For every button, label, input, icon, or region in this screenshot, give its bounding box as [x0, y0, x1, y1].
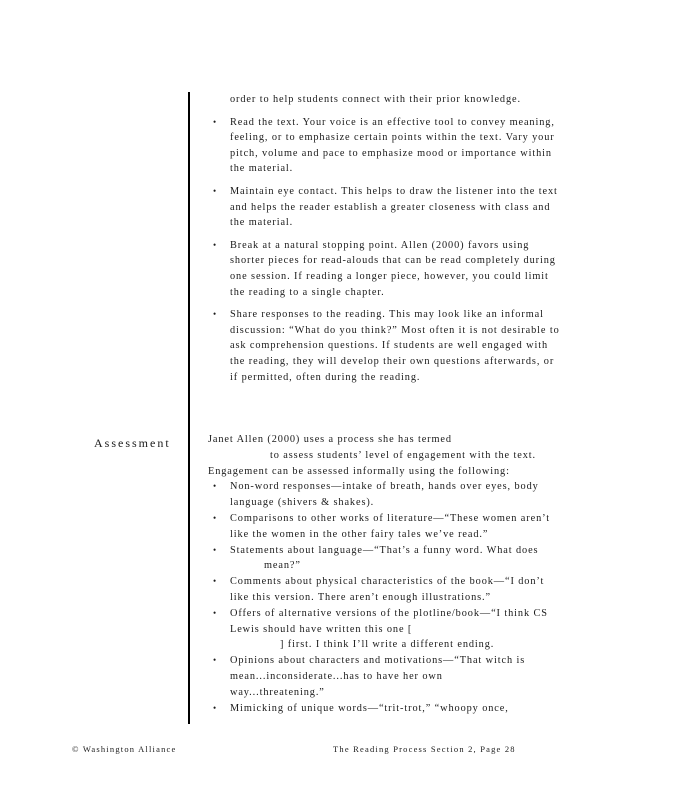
list-item: • Break at a natural stopping point. Allen (2000) favors using shorter pieces for read-alouds that can be read completely during one session. If reading a longer piece, however, you could limit the reading to a single chapter.	[208, 238, 560, 300]
read-aloud-section	[208, 92, 560, 392]
assessment-heading: Assessment	[94, 436, 171, 450]
vertical-rule	[188, 92, 190, 724]
list-item	[208, 543, 560, 575]
list-item: • Maintain eye contact. This helps to draw the listener into the text and helps the reader establish a greater closeness with class and the material.	[208, 184, 560, 231]
list-item-text: • Opinions about characters and motivations—“That witch is mean...inconsiderate...has to have her own	[230, 655, 526, 682]
footer-page-info: The Reading Process Section 2, Page 28	[333, 744, 516, 754]
assessment-section	[208, 432, 560, 716]
list-item: • Comments about physical characteristics of the book—“I don’t like this version. There aren’t enough illustrations.”	[208, 574, 560, 606]
list-item-text: Statements about language—“That’s a funny word. What does	[230, 544, 539, 556]
list-item: • Comparisons to other works of literature—“These women aren’t like the women in the other fairy tales we’ve read.”	[208, 511, 560, 543]
read-aloud-tips-list	[208, 115, 560, 386]
engagement-list	[208, 479, 560, 716]
list-item-text: mean?”	[264, 560, 301, 572]
footer-copyright: © Washington Alliance	[72, 744, 177, 754]
continued-text: order to help students connect with their prior knowledge.	[230, 94, 521, 105]
list-item-text: way...threatening.”	[230, 686, 325, 698]
list-item	[208, 653, 560, 700]
assessment-intro-line-1: Janet Allen (2000) uses a process she has termed	[208, 434, 452, 445]
list-item-text: • Offers of alternative versions of the plotline/book—“I think CS Lewis should have written this one [	[230, 607, 548, 635]
assessment-intro-line-3: Engagement can be assessed informally using the following:	[208, 465, 510, 477]
assessment-intro-line-2: to assess students’ level of engagement with the text.	[270, 449, 537, 461]
list-item: • Non-word responses—intake of breath, hands over eyes, body language (shivers & shakes).	[208, 479, 560, 511]
list-item	[208, 606, 560, 653]
list-item: • Share responses to the reading. This may look like an informal discussion: “What do you think?” Most often it is not desirable to ask comprehension questions. If students are well engaged with the reading, they will develop their own questions afterwards, or if permitted, often during the reading.	[208, 307, 560, 385]
list-item: • Mimicking of unique words—“trit-trot,” “whoopy once,	[208, 701, 560, 717]
list-item: • Read the text. Your voice is an effective tool to convey meaning, feeling, or to emphasize certain points within the text. Vary your pitch, volume and pace to emphasize mood or importance within the material.	[208, 115, 560, 177]
list-item-text: ] first. I think I’ll write a different ending.	[280, 639, 495, 651]
